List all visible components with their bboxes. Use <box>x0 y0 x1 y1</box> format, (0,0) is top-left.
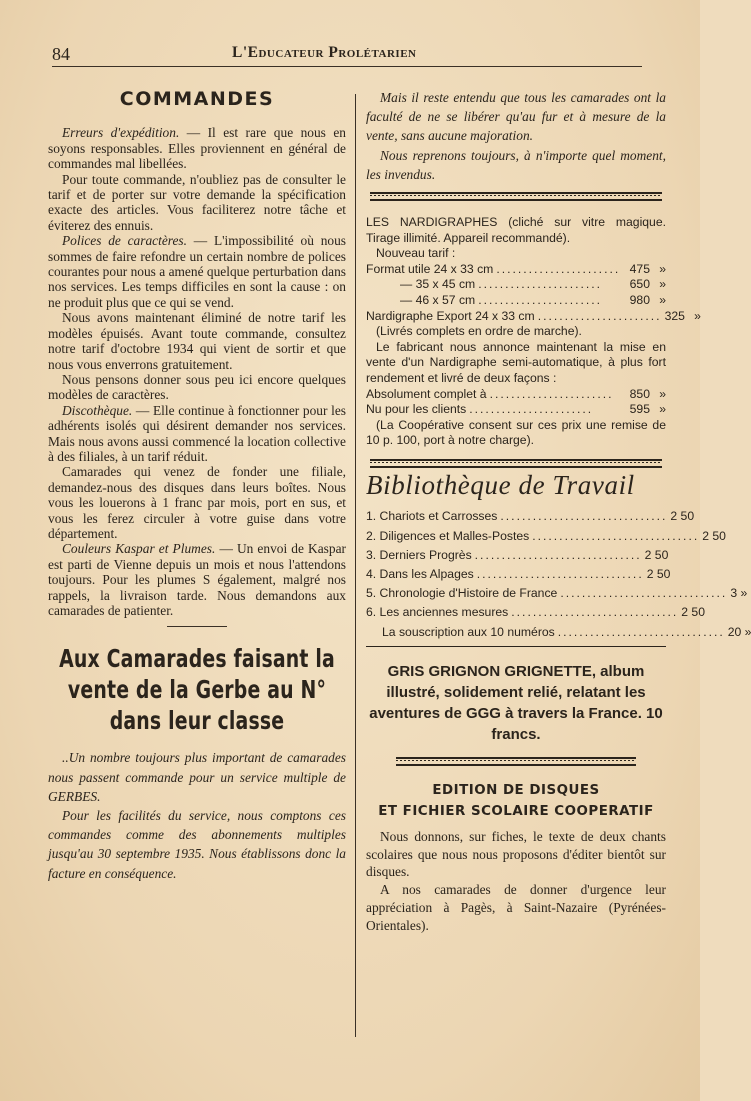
header-rule <box>52 66 642 67</box>
price-label: — 35 x 45 cm <box>400 277 476 292</box>
price-label: Format utile 24 x 33 cm <box>366 261 494 276</box>
double-rule <box>396 757 636 766</box>
price-unit: » <box>659 261 666 276</box>
item-price: 2 50 <box>670 509 695 524</box>
paragraph <box>48 403 346 465</box>
paragraph: Pour les facilités du service, nous comptons ces commandes comme des abonnements multiples jusqu'au 30 septembre 1935. Nous établissons donc la facture en conséquence. <box>48 808 346 881</box>
paragraph: Mais il reste entendu que tous les camarades ont la faculté de ne se libérer qu'au fur et à mesure de la vente, sans aucune majoration. <box>366 90 666 144</box>
paragraph <box>48 172 346 234</box>
cooperative-note: (La Coopérative consent sur ces prix une remise de 10 p. 100, port à notre charge). <box>366 417 666 448</box>
paragraph-text: Nous pensons donner sous peu ici encore quelques modèles de caractères. <box>48 371 346 403</box>
item-label: La souscription aux 10 numéros <box>382 624 555 639</box>
list-item: La souscription aux 10 numéros ............................... 20 » <box>366 623 666 642</box>
bibliotheque-heading: Bibliothèque de Travail <box>366 469 635 500</box>
left-column <box>48 88 346 883</box>
list-item: 6. Les anciennes mesures ............................... 2 50 <box>366 603 666 622</box>
list-item: 1. Chariots et Carrosses ............................... 2 50 <box>366 507 666 526</box>
price-value: 595 <box>629 402 650 417</box>
double-rule <box>370 459 662 468</box>
aux-camarades-heading: Aux Camarades faisant la vente de la Gerbe au N° dans leur classe <box>59 644 335 736</box>
fabricant-text: Le fabricant nous annonce maintenant la mise en vente d'un Nardigraphe semi-automatique, à plus fort rendement et livré de deux façons : <box>366 339 666 385</box>
paragraph-lead: Polices de caractères. <box>62 233 187 249</box>
ggg-announcement: GRIS GRIGNON GRIGNETTE, album illustré, solidement relié, relatant les aventures de GGG à travers la France. 10 francs. <box>369 662 663 743</box>
paragraph <box>48 125 346 171</box>
paragraph-text: — Un envoi de Kaspar est parti de Vienne depuis un mois et nous l'attendons toujours. Pour les plumes S également, malgré nos rappels, la livraison tarde. Nous demandons aux camarades de patienter. <box>48 541 346 618</box>
column-divider <box>355 94 356 1037</box>
price-label: Nu pour les clients <box>366 402 467 417</box>
short-separator <box>167 626 227 627</box>
price-unit: » <box>659 402 666 417</box>
paragraph-text: Pour toute commande, n'oubliez pas de consulter le tarif et de porter sur votre demande la spécification exacte des articles. Vous faciliterez notre tâche et éviterez des ennuis. <box>48 171 346 233</box>
intro-block <box>366 88 666 184</box>
price-unit: » <box>659 386 666 401</box>
item-label: 5. Chronologie d'Histoire de France <box>366 586 558 601</box>
page-number: 84 <box>52 44 70 64</box>
price-table <box>366 261 701 324</box>
price-row: Absolument complet à ....................... 850 » <box>366 386 666 401</box>
price-value: 650 <box>629 277 650 292</box>
edition-heading-line-2: ET FICHIER SCOLAIRE COOPERATIF <box>378 803 654 819</box>
item-price: 2 50 <box>644 547 669 562</box>
list-item: 3. Derniers Progrès ............................... 2 50 <box>366 546 666 565</box>
tarif-label: Nouveau tarif : <box>376 246 456 261</box>
paragraph: Nous donnons, sur fiches, le texte de deux chants scolaires que nous nous proposons d'éditer bientôt sur disques. <box>366 828 666 880</box>
commandes-heading: COMMANDES <box>119 88 275 110</box>
price-row: — 35 x 45 cm ....................... 650 » <box>400 277 666 292</box>
edition-body <box>366 828 666 935</box>
bibliotheque-list <box>366 507 751 641</box>
nardigraphes-heading: LES NARDIGRAPHES (cliché sur vitre magique. Tirage illimité. Appareil recommandé). <box>366 215 666 245</box>
price-row: — 46 x 57 cm ....................... 980 » <box>400 292 666 307</box>
edition-heading <box>366 780 666 822</box>
item-price: 20 » <box>727 624 751 639</box>
paragraph-lead: Couleurs Kaspar et Plumes. <box>62 541 216 557</box>
item-label: 2. Diligences et Malles-Postes <box>366 528 530 543</box>
item-label: 6. Les anciennes mesures <box>366 605 509 620</box>
price-unit: » <box>659 277 666 292</box>
livres-note: (Livrés complets en ordre de marche). <box>376 324 582 339</box>
list-item: 5. Chronologie d'Histoire de France ............................... 3 » <box>366 584 666 603</box>
price-label: Absolument complet à <box>366 386 487 401</box>
list-rule <box>366 646 666 647</box>
price-unit: » <box>659 292 666 307</box>
price-row: Format utile 24 x 33 cm ....................... 475 » <box>366 261 666 276</box>
paragraph: A nos camarades de donner d'urgence leur appréciation à Pagès, à Saint-Nazaire (Pyrénées-Orientales). <box>366 882 666 933</box>
price-unit: » <box>694 308 701 323</box>
price-value: 980 <box>629 292 650 307</box>
price-row: Nu pour les clients ....................... 595 » <box>366 402 666 417</box>
page-header <box>52 40 642 68</box>
item-label: 1. Chariots et Carrosses <box>366 509 498 524</box>
price-table-2 <box>366 387 666 418</box>
nardigraphes-block <box>366 215 701 449</box>
price-value: 325 <box>664 308 685 323</box>
edition-heading-line-1: EDITION DE DISQUES <box>432 782 600 798</box>
paragraph <box>48 233 346 310</box>
aux-camarades-body <box>48 748 346 882</box>
price-value: 850 <box>629 386 650 401</box>
price-value: 475 <box>629 261 650 276</box>
item-price: 2 50 <box>646 566 671 581</box>
paragraph <box>48 310 346 372</box>
double-rule <box>370 192 662 201</box>
paragraph: Nous reprenons toujours, à n'importe quel moment, les invendus. <box>366 147 666 182</box>
paragraph: ..Un nombre toujours plus important de camarades nous passent commande pour un service multiple de GERBES. <box>48 750 346 804</box>
paragraph-text: Camarades qui venez de fonder une filiale, demandez-nous des disques dans leurs boîtes. Nous vous les louerons à 1 franc par mois, port en sus, et vous les ferez circuler à votre guise dans votre département. <box>48 464 346 541</box>
item-price: 2 50 <box>702 528 726 543</box>
paragraph <box>48 372 346 403</box>
price-label: — 46 x 57 cm <box>400 292 476 307</box>
paragraph-text: — Il est rare que nous en soyons responsables. Elles proviennent en général de commandes mal libellées. <box>48 125 346 172</box>
paragraph-text: Nous avons maintenant éliminé de notre tarif les modèles épuisés. Avant toute commande, consultez notre tarif d'octobre 1934 qui vient de sortir et que nous vous enverrons gratuitement. <box>48 310 346 372</box>
list-item: 4. Dans les Alpages ............................... 2 50 <box>366 565 666 584</box>
paragraph <box>48 464 346 541</box>
list-item: 2. Diligences et Malles-Postes ............................... 2 50 <box>366 527 666 546</box>
paragraph-text: — L'impossibilité où nous sommes de faire refondre un certain nombre de polices courantes pour nous a amené quelque perturbation dans nos services. Les temps difficiles en sont la cause : on ne produit plus que ce qui se vend. <box>48 233 346 310</box>
paragraph-lead: Erreurs d'expédition. <box>62 125 180 141</box>
price-row: Nardigraphe Export 24 x 33 cm ....................... 325 » <box>366 308 701 323</box>
paragraph-lead: Discothèque. <box>62 402 133 418</box>
item-price: 2 50 <box>681 605 705 620</box>
right-column <box>366 88 751 935</box>
item-label: 4. Dans les Alpages <box>366 566 474 581</box>
commandes-body <box>48 125 346 618</box>
item-price: 3 » <box>730 586 748 601</box>
price-label: Nardigraphe Export 24 x 33 cm <box>366 308 535 323</box>
item-label: 3. Derniers Progrès <box>366 547 472 562</box>
paragraph-text: — Elle continue à fonctionner pour les adhérents isolés qui désirent demander nos services. Mais nous avons aussi commencé la location collective à des filiales, à un tarif réduit. <box>48 402 346 464</box>
journal-title: L'Educateur Prolétarien <box>232 44 417 61</box>
paragraph <box>48 541 346 618</box>
